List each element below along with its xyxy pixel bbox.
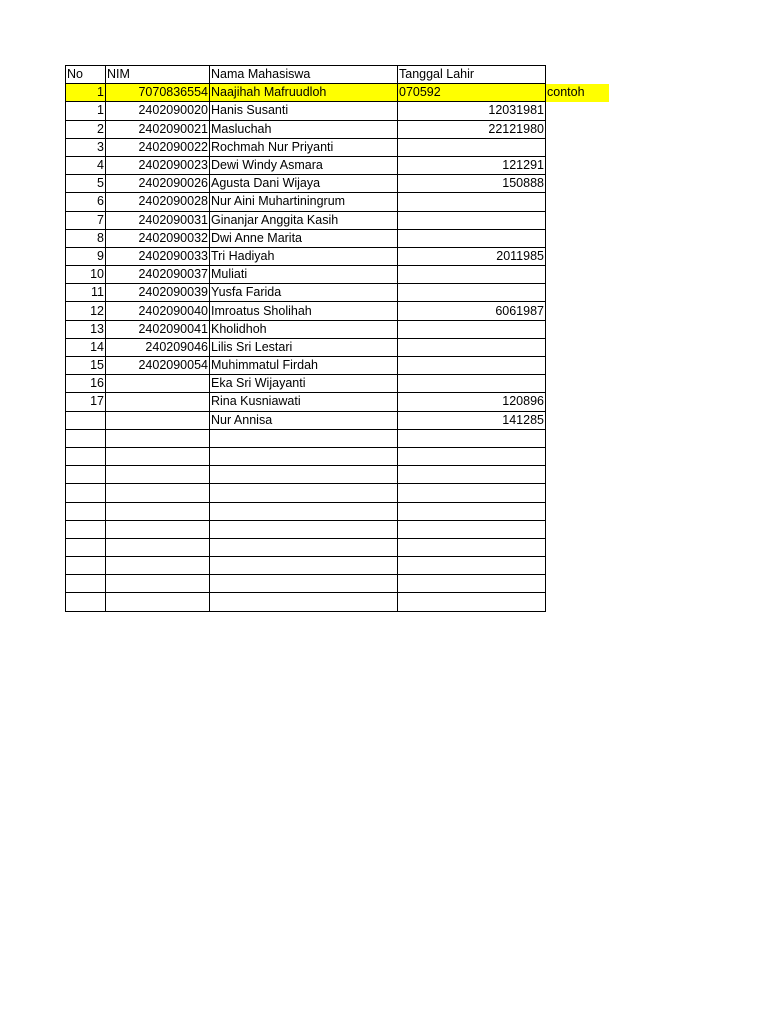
table-row	[66, 193, 609, 211]
student-table-body	[66, 66, 609, 612]
cell-nim[interactable]: 2402090026	[106, 175, 210, 193]
table-row	[66, 484, 609, 502]
table-row	[66, 593, 609, 611]
table-row	[66, 229, 609, 247]
cell-no[interactable]: 11	[66, 284, 106, 302]
header-row	[66, 66, 609, 84]
cell-tanggal[interactable]	[398, 502, 546, 520]
cell-nim[interactable]	[106, 429, 210, 447]
cell-nim[interactable]	[106, 484, 210, 502]
cell-nama[interactable]: Imroatus Sholihah	[210, 302, 398, 320]
cell-no[interactable]: 14	[66, 338, 106, 356]
table-row	[66, 447, 609, 465]
cell-nim[interactable]: 2402090054	[106, 357, 210, 375]
cell-tanggal[interactable]: 2011985	[398, 247, 546, 265]
header-nama: Nama Mahasiswa	[210, 66, 398, 84]
cell-no[interactable]: 3	[66, 138, 106, 156]
cell-nim[interactable]	[106, 466, 210, 484]
cell-tanggal[interactable]	[398, 266, 546, 284]
cell-tanggal[interactable]	[398, 557, 546, 575]
cell-no[interactable]: 8	[66, 229, 106, 247]
cell-no[interactable]	[66, 484, 106, 502]
cell-no[interactable]	[66, 447, 106, 465]
table-row	[66, 466, 609, 484]
cell-no[interactable]: 1	[66, 84, 106, 102]
table-row	[66, 284, 609, 302]
cell-no[interactable]	[66, 593, 106, 611]
cell-tanggal[interactable]	[398, 429, 546, 447]
cell-tanggal[interactable]: 070592	[398, 84, 546, 102]
table-row	[66, 247, 609, 265]
cell-no[interactable]: 13	[66, 320, 106, 338]
cell-tanggal[interactable]	[398, 320, 546, 338]
cell-nim[interactable]: 2402090031	[106, 211, 210, 229]
cell-nama[interactable]	[210, 429, 398, 447]
cell-nama[interactable]: Hanis Susanti	[210, 102, 398, 120]
cell-tanggal[interactable]	[398, 357, 546, 375]
cell-no[interactable]: 1	[66, 102, 106, 120]
table-row	[66, 538, 609, 556]
cell-tanggal[interactable]	[398, 138, 546, 156]
cell-no[interactable]: 6	[66, 193, 106, 211]
cell-no[interactable]	[66, 575, 106, 593]
cell-tanggal[interactable]	[398, 520, 546, 538]
cell-nim[interactable]: 2402090020	[106, 102, 210, 120]
cell-tanggal[interactable]: 6061987	[398, 302, 546, 320]
cell-nama[interactable]: Masluchah	[210, 120, 398, 138]
cell-nim[interactable]	[106, 411, 210, 429]
table-row	[66, 156, 609, 174]
cell-tanggal[interactable]: 12031981	[398, 102, 546, 120]
cell-nim[interactable]	[106, 575, 210, 593]
cell-tanggal[interactable]	[398, 575, 546, 593]
cell-nim[interactable]	[106, 393, 210, 411]
table-row	[66, 320, 609, 338]
cell-no[interactable]: 15	[66, 357, 106, 375]
cell-nama[interactable]	[210, 502, 398, 520]
cell-nim[interactable]: 2402090037	[106, 266, 210, 284]
table-row	[66, 102, 609, 120]
cell-nim[interactable]: 240209046	[106, 338, 210, 356]
cell-nama[interactable]	[210, 484, 398, 502]
cell-no[interactable]	[66, 429, 106, 447]
cell-tanggal[interactable]	[398, 538, 546, 556]
cell-nim[interactable]: 2402090041	[106, 320, 210, 338]
table-row	[66, 375, 609, 393]
cell-no[interactable]: 16	[66, 375, 106, 393]
cell-nim[interactable]: 2402090023	[106, 156, 210, 174]
cell-tanggal[interactable]: 120896	[398, 393, 546, 411]
table-row	[66, 211, 609, 229]
cell-nama[interactable]: Nur Annisa	[210, 411, 398, 429]
cell-nama[interactable]: Nur Aini Muhartiningrum	[210, 193, 398, 211]
table-row	[66, 557, 609, 575]
cell-nama[interactable]	[210, 593, 398, 611]
cell-tanggal[interactable]	[398, 338, 546, 356]
table-row	[66, 120, 609, 138]
table-row	[66, 411, 609, 429]
cell-nim[interactable]	[106, 502, 210, 520]
cell-no[interactable]	[66, 502, 106, 520]
student-table	[65, 65, 609, 612]
cell-nama[interactable]: Naajihah Mafruudloh	[210, 84, 398, 102]
cell-nama[interactable]: Muliati	[210, 266, 398, 284]
cell-nim[interactable]: 2402090033	[106, 247, 210, 265]
cell-nama[interactable]: Eka Sri Wijayanti	[210, 375, 398, 393]
cell-tanggal[interactable]	[398, 466, 546, 484]
cell-no[interactable]	[66, 538, 106, 556]
cell-nim[interactable]	[106, 447, 210, 465]
cell-tanggal[interactable]	[398, 284, 546, 302]
cell-nim[interactable]	[106, 375, 210, 393]
cell-nama[interactable]: Dewi Windy Asmara	[210, 156, 398, 174]
cell-no[interactable]: 10	[66, 266, 106, 284]
table-row	[66, 266, 609, 284]
cell-no[interactable]	[66, 466, 106, 484]
cell-no[interactable]	[66, 557, 106, 575]
cell-tanggal[interactable]	[398, 211, 546, 229]
table-row	[66, 575, 609, 593]
cell-nim[interactable]: 2402090022	[106, 138, 210, 156]
cell-nama[interactable]: Agusta Dani Wijaya	[210, 175, 398, 193]
cell-tanggal[interactable]: 121291	[398, 156, 546, 174]
cell-nim[interactable]: 2402090032	[106, 229, 210, 247]
table-row	[66, 520, 609, 538]
cell-nama[interactable]: Rochmah Nur Priyanti	[210, 138, 398, 156]
cell-nama[interactable]	[210, 447, 398, 465]
table-row	[66, 175, 609, 193]
cell-tanggal[interactable]	[398, 375, 546, 393]
table-row	[66, 502, 609, 520]
example-row	[66, 84, 609, 102]
cell-nama[interactable]: Lilis Sri Lestari	[210, 338, 398, 356]
cell-no[interactable]: 7	[66, 211, 106, 229]
cell-nama[interactable]	[210, 575, 398, 593]
cell-nama[interactable]	[210, 466, 398, 484]
cell-nim[interactable]	[106, 520, 210, 538]
cell-no[interactable]: 17	[66, 393, 106, 411]
cell-nama[interactable]	[210, 557, 398, 575]
cell-nim[interactable]	[106, 557, 210, 575]
cell-nama[interactable]	[210, 538, 398, 556]
header-nim: NIM	[106, 66, 210, 84]
cell-nama[interactable]	[210, 520, 398, 538]
cell-tanggal[interactable]	[398, 484, 546, 502]
cell-tanggal[interactable]	[398, 193, 546, 211]
table-row	[66, 393, 609, 411]
cell-no[interactable]	[66, 520, 106, 538]
example-note[interactable]: contoh	[546, 84, 609, 102]
cell-nim[interactable]	[106, 593, 210, 611]
cell-tanggal[interactable]: 141285	[398, 411, 546, 429]
cell-no[interactable]: 9	[66, 247, 106, 265]
cell-no[interactable]: 5	[66, 175, 106, 193]
cell-no[interactable]: 4	[66, 156, 106, 174]
table-row	[66, 302, 609, 320]
table-row	[66, 357, 609, 375]
cell-tanggal[interactable]	[398, 593, 546, 611]
table-row	[66, 338, 609, 356]
cell-nim[interactable]: 2402090039	[106, 284, 210, 302]
table-row	[66, 138, 609, 156]
cell-tanggal[interactable]: 150888	[398, 175, 546, 193]
cell-nama[interactable]: Kholidhoh	[210, 320, 398, 338]
cell-nama[interactable]: Ginanjar Anggita Kasih	[210, 211, 398, 229]
cell-nama[interactable]: Rina Kusniawati	[210, 393, 398, 411]
cell-nama[interactable]: Muhimmatul Firdah	[210, 357, 398, 375]
cell-nama[interactable]: Yusfa Farida	[210, 284, 398, 302]
header-no: No	[66, 66, 106, 84]
cell-no[interactable]: 12	[66, 302, 106, 320]
cell-no[interactable]: 2	[66, 120, 106, 138]
cell-no[interactable]	[66, 411, 106, 429]
table-row	[66, 429, 609, 447]
cell-nim[interactable]: 7070836554	[106, 84, 210, 102]
cell-nim[interactable]: 2402090040	[106, 302, 210, 320]
cell-nim[interactable]: 2402090028	[106, 193, 210, 211]
cell-nama[interactable]: Dwi Anne Marita	[210, 229, 398, 247]
cell-tanggal[interactable]	[398, 229, 546, 247]
cell-nim[interactable]	[106, 538, 210, 556]
cell-nama[interactable]: Tri Hadiyah	[210, 247, 398, 265]
cell-tanggal[interactable]: 22121980	[398, 120, 546, 138]
header-tanggal: Tanggal Lahir	[398, 66, 546, 84]
cell-nim[interactable]: 2402090021	[106, 120, 210, 138]
cell-tanggal[interactable]	[398, 447, 546, 465]
